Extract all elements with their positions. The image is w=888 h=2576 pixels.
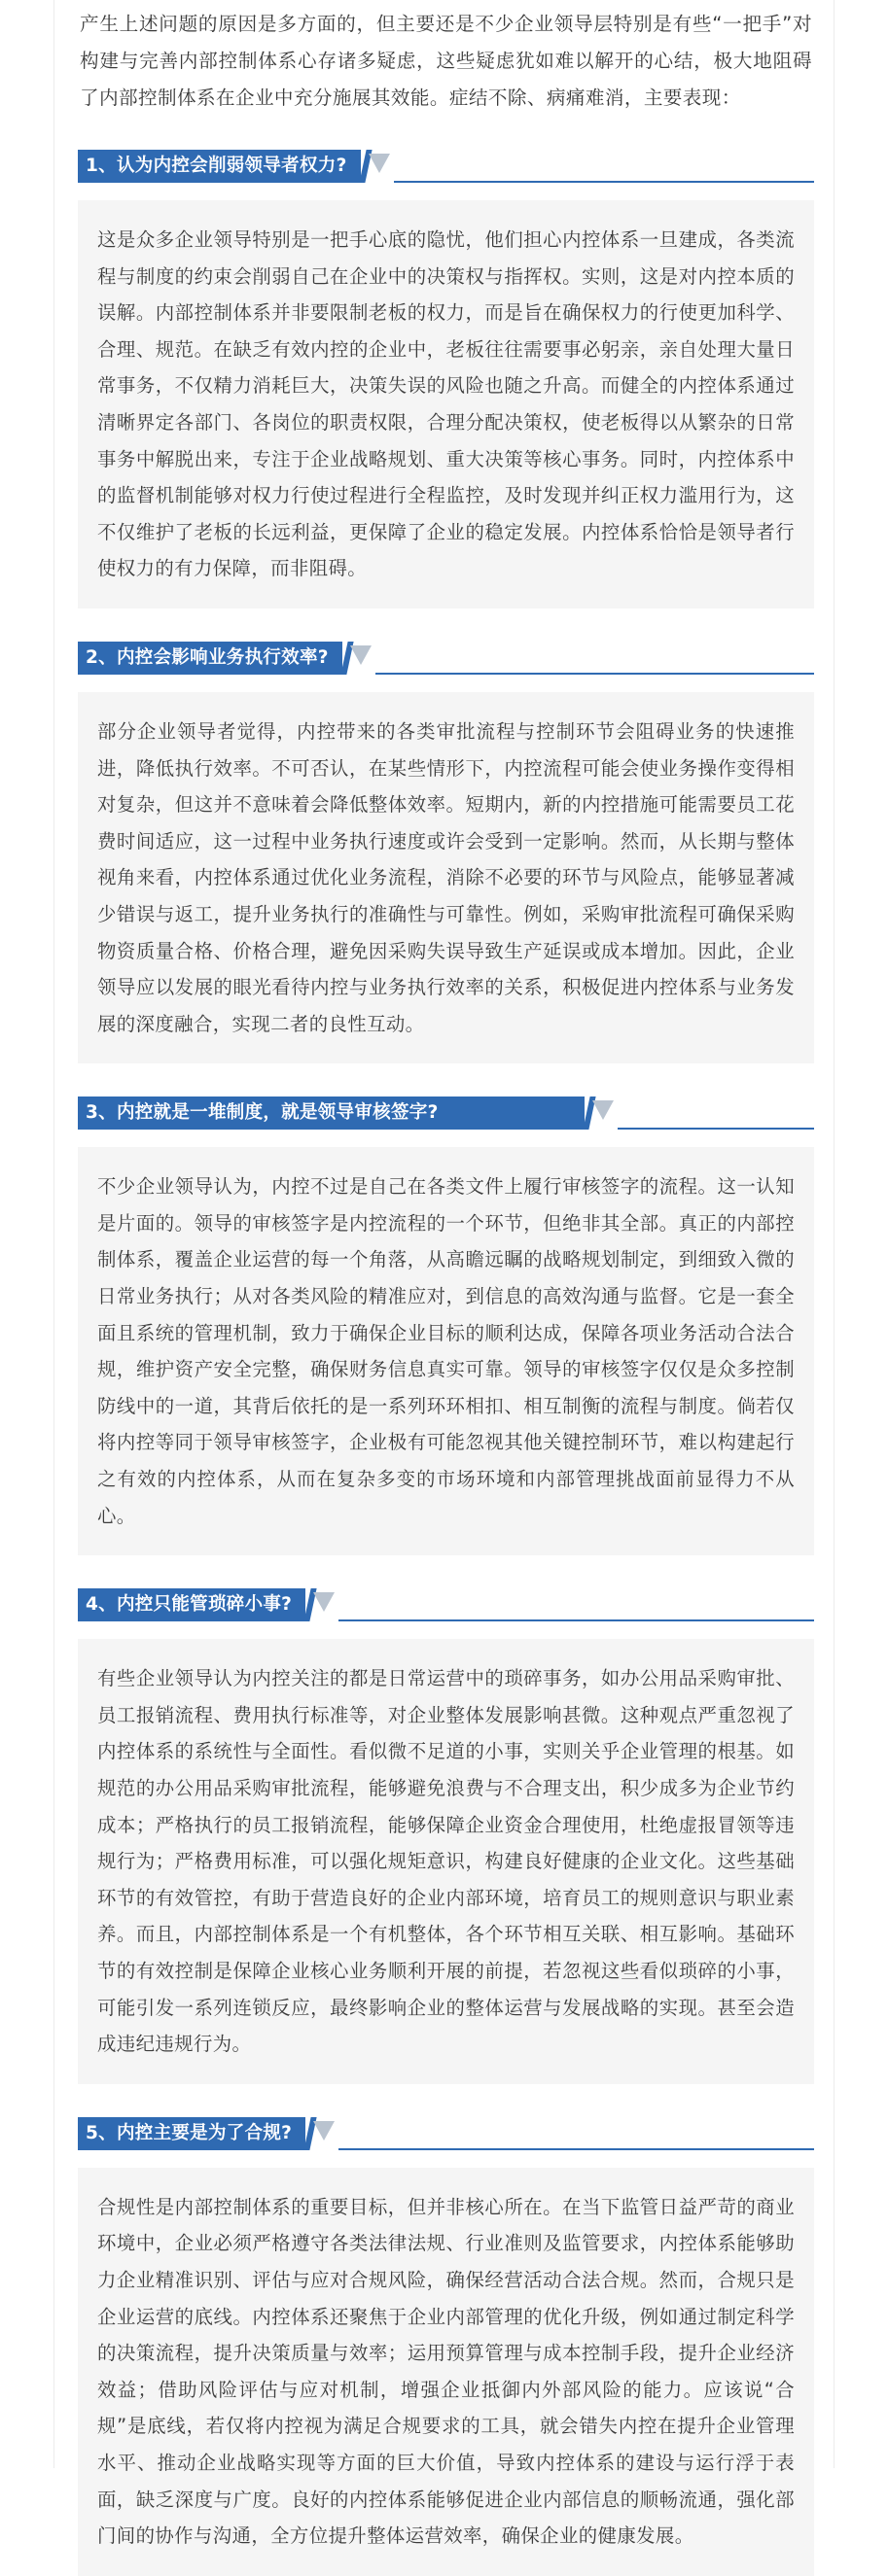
heading-underline [394,150,814,183]
section-title: 4、内控只能管琐碎小事? [78,1588,305,1621]
section-body: 不少企业领导认为，内控不过是自己在各类文件上履行审核签字的流程。这一认知是片面的。领导的审核签字是内控流程的一个环节，但绝非其全部。真正的内部控制体系，覆盖企业运营的每一个角落，从高瞻远瞩的战略规划制定，到细致入微的日常业务执行；从对各类风险的精准应对，到信息的高效沟通与监督。它是一套全面且系统的管理机制，致力于确保企业目标的顺利达成，保障各项业务活动合法合规，维护资产安全完整，确保财务信息真实可靠。领导的审核签字仅仅是众多控制防线中的一道，其背后依托的是一系列环环相扣、相互制衡的流程与制度。倘若仅将内控等同于领导审核签字，企业极有可能忽视其他关键控制环节，难以构建起行之有效的内控体系，从而在复杂多变的市场环境和内部管理挑战面前显得力不从心。 [78,1147,814,1555]
heading-underline [618,1097,814,1130]
left-border [53,0,54,2468]
section-3 [78,1097,814,1555]
section-heading [78,150,814,183]
section-heading [78,1588,814,1621]
heading-decoration-icon [585,1097,604,1130]
heading-decoration-icon [305,2117,325,2150]
section-body: 有些企业领导认为内控关注的都是日常运营中的琐碎事务，如办公用品采购审批、员工报销流程、费用执行标准等，对企业整体发展影响甚微。这种观点严重忽视了内控体系的系统性与全面性。看似微不足道的小事，实则关乎企业管理的根基。如规范的办公用品采购审批流程，能够避免浪费与不合理支出，积少成多为企业节约成本；严格执行的员工报销流程，能够保障企业资金合理使用，杜绝虚报冒领等违规行为；严格费用标准，可以强化规矩意识，构建良好健康的企业文化。这些基础环节的有效管控，有助于营造良好的企业内部环境，培育员工的规则意识与职业素养。而且，内部控制体系是一个有机整体，各个环节相互关联、相互影响。基础环节的有效控制是保障企业核心业务顺利开展的前提，若忽视这些看似琐碎的小事，可能引发一系列连锁反应，最终影响企业的整体运营与发展战略的实现。甚至会造成违纪违规行为。 [78,1639,814,2084]
heading-decoration-icon [342,642,362,675]
section-title: 3、内控就是一堆制度，就是领导审核签字? [78,1097,585,1130]
section-1 [78,150,814,609]
section-2 [78,642,814,1063]
section-body: 这是众多企业领导特别是一把手心底的隐忧，他们担心内控体系一旦建成，各类流程与制度的约束会削弱自己在企业中的决策权与指挥权。实则，这是对内控本质的误解。内部控制体系并非要限制老板的权力，而是旨在确保权力的行使更加科学、合理、规范。在缺乏有效内控的企业中，老板往往需要事必躬亲，亲自处理大量日常事务，不仅精力消耗巨大，决策失误的风险也随之升高。而健全的内控体系通过清晰界定各部门、各岗位的职责权限，合理分配决策权，使老板得以从繁杂的日常事务中解脱出来，专注于企业战略规划、重大决策等核心事务。同时，内控体系中的监督机制能够对权力行使过程进行全程监控，及时发现并纠正权力滥用行为，这不仅维护了老板的长远利益，更保障了企业的稳定发展。内控体系恰恰是领导者行使权力的有力保障，而非阻碍。 [78,200,814,609]
right-border [834,0,835,2468]
section-heading [78,642,814,675]
section-heading [78,2117,814,2150]
heading-underline [375,642,814,675]
heading-underline [338,2117,814,2150]
heading-decoration-icon [305,1588,325,1621]
section-heading [78,1097,814,1130]
section-title: 5、内控主要是为了合规? [78,2117,305,2150]
section-4 [78,1588,814,2084]
section-title: 1、认为内控会削弱领导者权力? [78,150,361,183]
heading-underline [338,1588,814,1621]
heading-decoration-icon [361,150,380,183]
article-content [78,6,814,2576]
intro-paragraph: 产生上述问题的原因是多方面的，但主要还是不少企业领导层特别是有些“一把手”对构建与完善内部控制体系心存诸多疑虑，这些疑虑犹如难以解开的心结，极大地阻碍了内部控制体系在企业中充分施展其效能。症结不除、病痛难消，主要表现： [80,13,812,109]
section-body: 合规性是内部控制体系的重要目标，但并非核心所在。在当下监管日益严苛的商业环境中，企业必须严格遵守各类法律法规、行业准则及监管要求，内控体系能够助力企业精准识别、评估与应对合规风险，确保经营活动合法合规。然而，合规只是企业运营的底线。内控体系还聚焦于企业内部管理的优化升级，例如通过制定科学的决策流程，提升决策质量与效率；运用预算管理与成本控制手段，提升企业经济效益；借助风险评估与应对机制，增强企业抵御内外部风险的能力。应该说“合规”是底线，若仅将内控视为满足合规要求的工具，就会错失内控在提升企业管理水平、推动企业战略实现等方面的巨大价值，导致内控体系的建设与运行浮于表面，缺乏深度与广度。良好的内控体系能够促进企业内部信息的顺畅流通，强化部门间的协作与沟通，全方位提升整体运营效率，确保企业的健康发展。 [78,2168,814,2576]
section-body: 部分企业领导者觉得，内控带来的各类审批流程与控制环节会阻碍业务的快速推进，降低执行效率。不可否认，在某些情形下，内控流程可能会使业务操作变得相对复杂，但这并不意味着会降低整体效率。短期内，新的内控措施可能需要员工花费时间适应，这一过程中业务执行速度或许会受到一定影响。然而，从长期与整体视角来看，内控体系通过优化业务流程，消除不必要的环节与风险点，能够显著减少错误与返工，提升业务执行的准确性与可靠性。例如，采购审批流程可确保采购物资质量合格、价格合理，避免因采购失误导致生产延误或成本增加。因此，企业领导应以发展的眼光看待内控与业务执行效率的关系，积极促进内控体系与业务发展的深度融合，实现二者的良性互动。 [78,692,814,1063]
section-title: 2、内控会影响业务执行效率? [78,642,342,675]
section-5 [78,2117,814,2576]
